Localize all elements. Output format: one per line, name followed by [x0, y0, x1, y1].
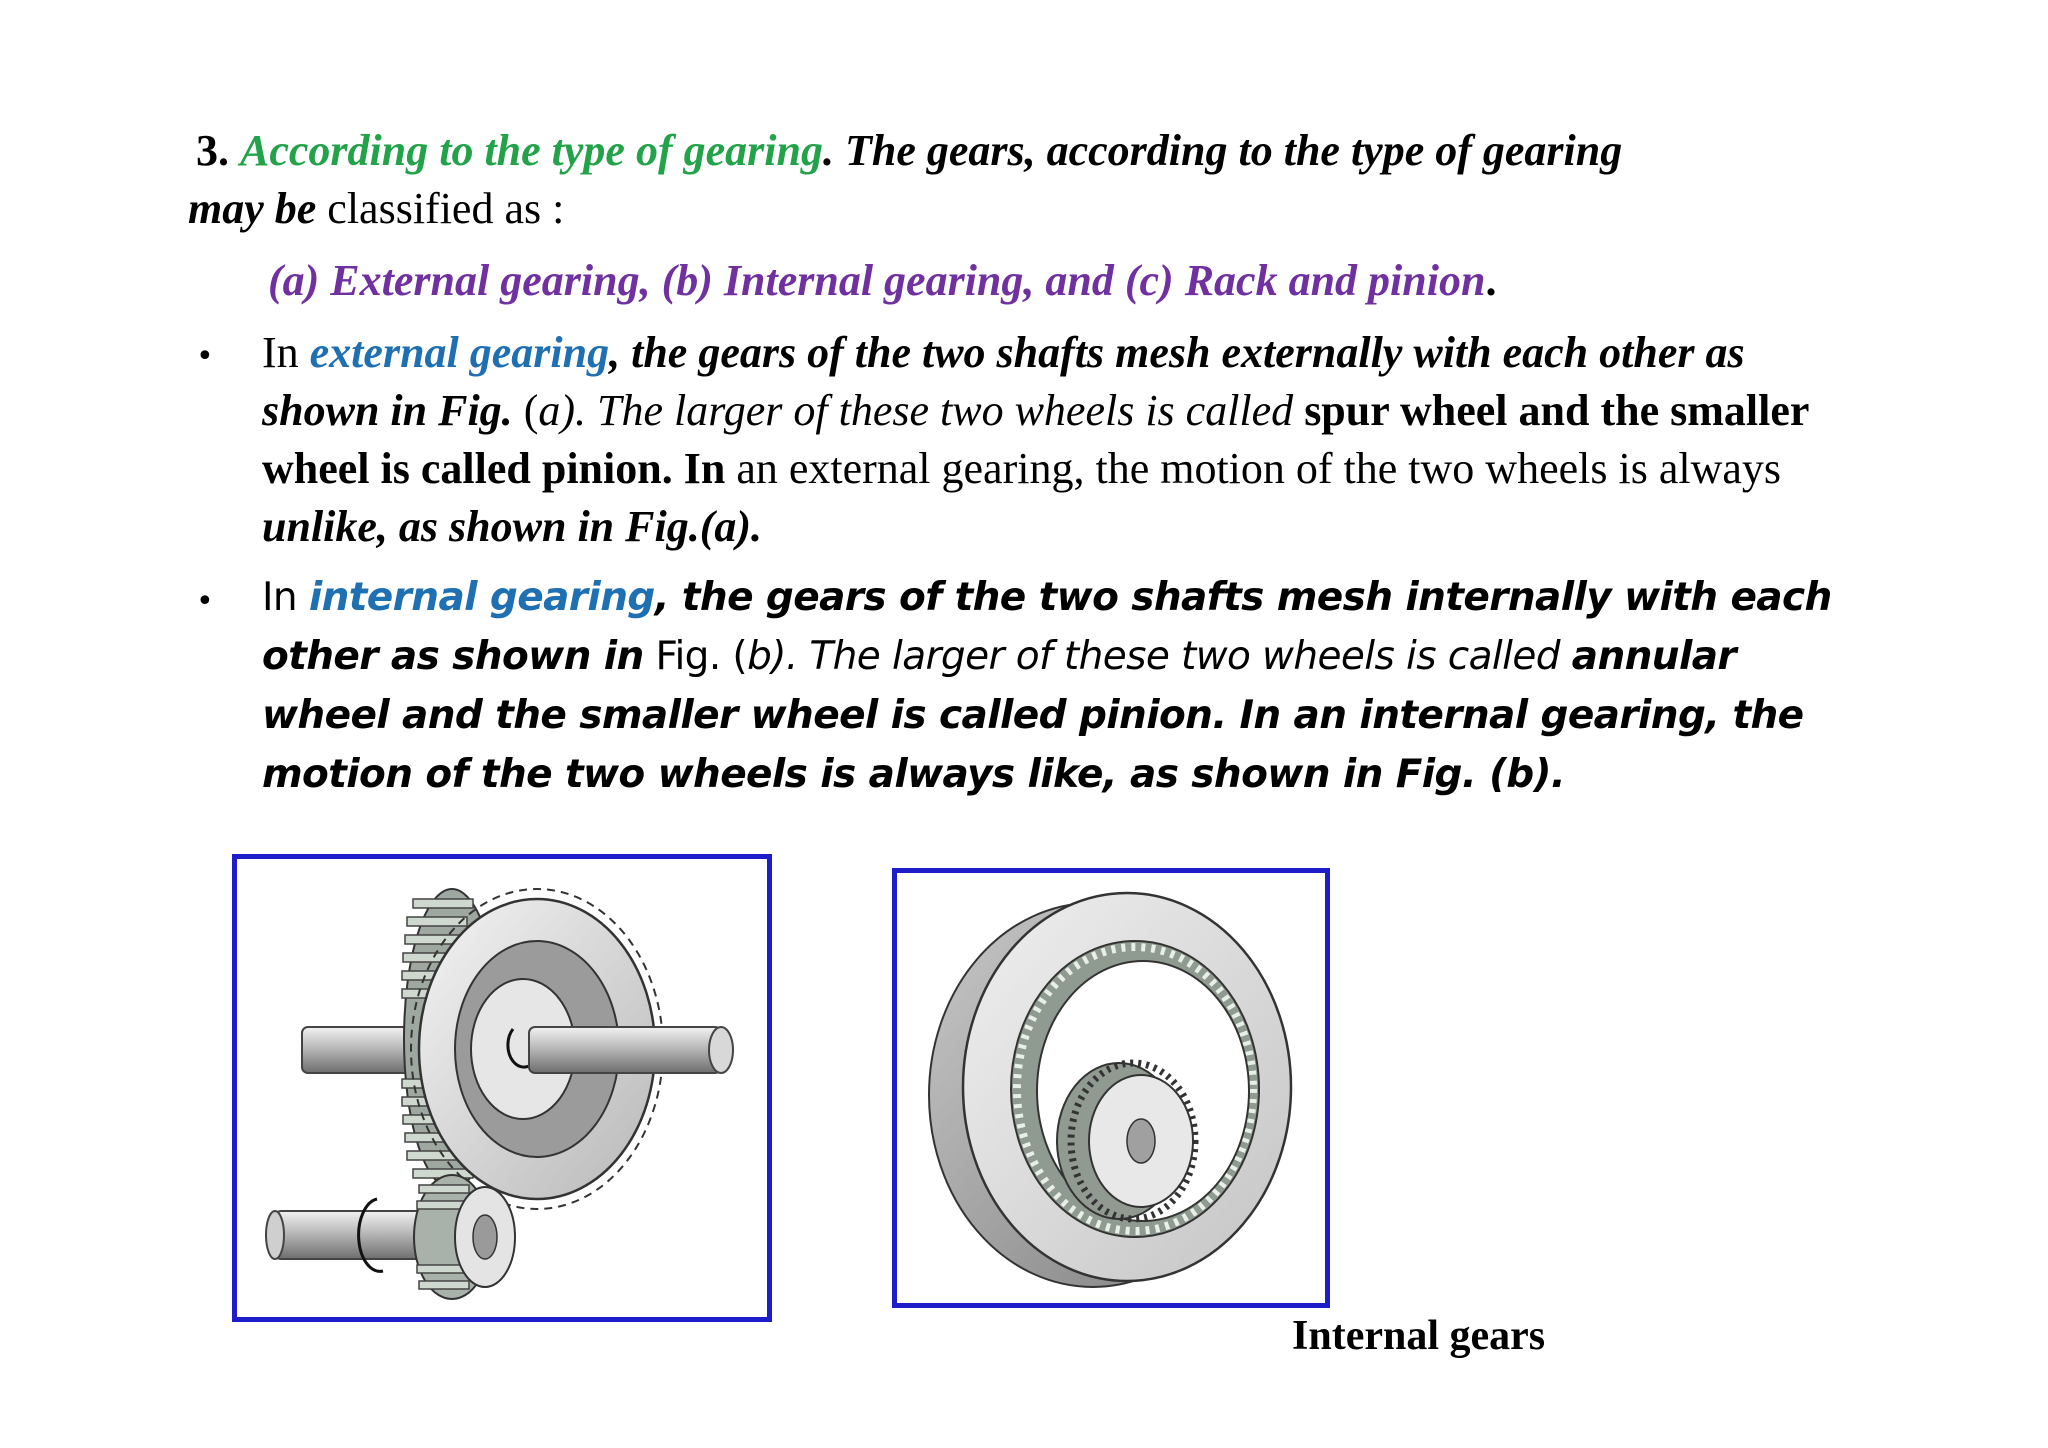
internal-text-3: b). The larger of these two wheels is called — [747, 634, 1572, 679]
internal-text-1: , the gears of the two shafts mesh internally with each other as shown in — [262, 575, 1832, 679]
internal-text-2: Fig. ( — [643, 634, 748, 679]
section-heading — [188, 122, 1836, 238]
external-gears-figure — [232, 854, 772, 1322]
section-title: According to the type of gearing — [240, 126, 823, 175]
classification-items: (a) External gearing, (b) Internal gearing, and (c) Rack and pinion — [268, 256, 1486, 305]
pinion-bore — [473, 1215, 497, 1259]
external-text-5: an external gearing, the motion of the two wheels is always — [725, 444, 1782, 493]
external-text-4: spur wheel and the smaller wheel is called pinion. In — [262, 386, 1809, 493]
internal-text-4: annular wheel and the smaller wheel is called pinion. In an internal gearing, the motion of the two wheels is always like, as shown in Fig. (b). — [262, 634, 1804, 797]
external-text-6: unlike, as shown in Fig.(a). — [262, 502, 763, 551]
term-external-gearing: external gearing — [309, 328, 610, 377]
external-text-1: , the gears of the two shafts mesh externally with each other as shown in Fig. — [262, 328, 1745, 435]
internal-gears-illustration — [897, 873, 1325, 1303]
classification-list — [268, 252, 1496, 310]
bullet-lead: In — [262, 328, 310, 377]
internal-gears-caption: Internal gears — [1292, 1313, 1546, 1359]
classification-period: . — [1485, 256, 1497, 305]
internal-gears-figure — [892, 868, 1330, 1308]
external-text-2: ( — [512, 386, 539, 435]
bullet-internal-gearing — [196, 568, 1846, 804]
term-internal-gearing: internal gearing — [308, 575, 655, 620]
heading-text-line1: . The gears, according to the type of gearing — [822, 126, 1623, 175]
right-shaft-end — [709, 1027, 733, 1073]
bullet-icon: • — [196, 584, 214, 619]
right-shaft — [529, 1027, 721, 1073]
bullet-lead: In — [262, 575, 309, 620]
section-number: 3. — [196, 126, 229, 175]
heading-text-line2: classified as : — [316, 184, 565, 233]
external-gears-illustration — [237, 859, 767, 1317]
heading-text-line2-bold: may be — [188, 184, 317, 233]
pinion-shaft-end — [266, 1211, 284, 1259]
pinion-bore — [1127, 1119, 1155, 1163]
bullet-external-gearing — [196, 324, 1846, 556]
external-text-3: a). The larger of these two wheels is called — [538, 386, 1305, 435]
bullet-icon: • — [196, 339, 214, 374]
